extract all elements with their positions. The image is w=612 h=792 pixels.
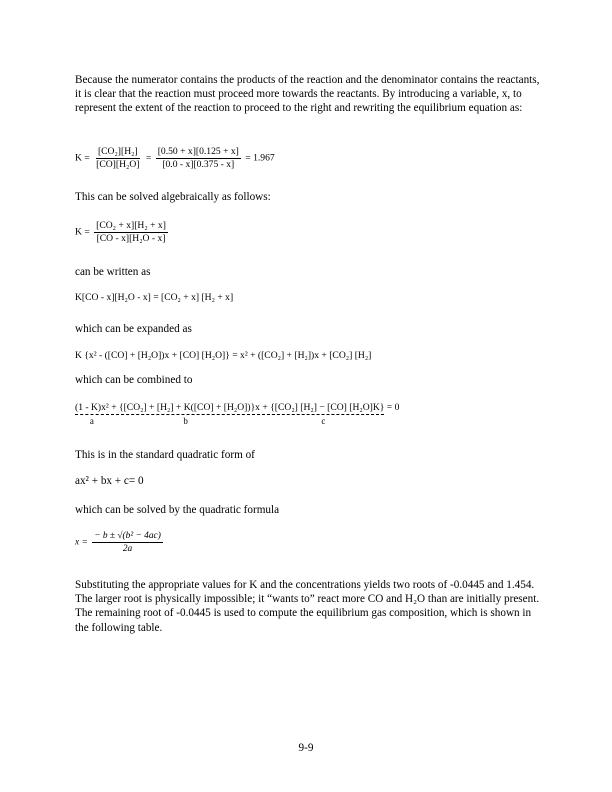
eq1-lhs: K = — [75, 152, 90, 164]
eq1-value: = 1.967 — [245, 152, 275, 164]
paragraph-combined-to: which can be combined to — [75, 374, 193, 386]
label-c: c — [321, 416, 326, 426]
eq1-denominator-numeric: [0.0 - x][0.375 - x] — [162, 159, 235, 170]
paragraph-written-as: can be written as — [75, 266, 151, 278]
equation-expanded: K {x² - ([CO] + [H₂O])x + [CO] [H₂O]} = x² + ([CO₂] + [H₂])x + [CO₂] [H₂] — [75, 350, 372, 361]
eq1-fraction-numeric — [156, 146, 241, 171]
qf-numerator: − b ± √(b² − 4ac) — [94, 531, 161, 541]
page-number: 9-9 — [298, 742, 314, 754]
eq1-numerator: [CO₂][H₂] — [97, 146, 138, 157]
equation-standard-quadratic: ax² + bx + c= 0 — [75, 475, 144, 487]
eq1-fraction-symbolic — [94, 146, 141, 171]
label-a: a — [89, 416, 94, 426]
eq5-end: = 0 — [386, 402, 400, 413]
paragraph-quadratic-formula: which can be solved by the quadratic formula — [75, 504, 280, 516]
paragraph-expanded-as: which can be expanded as — [75, 323, 192, 335]
eq1-denominator: [CO][H₂O] — [96, 159, 140, 170]
term-a — [75, 402, 109, 426]
paragraph-quadratic-form: This is in the standard quadratic form of — [75, 449, 255, 461]
equation-combined — [75, 402, 400, 426]
term-b-expression: + {[CO₂] + [H₂] + K([CO] + [H₂O])}x — [111, 402, 260, 413]
eq2-numerator: [CO₂ + x][H₂ + x] — [96, 220, 166, 231]
label-b: b — [183, 416, 188, 426]
term-b — [111, 402, 260, 426]
qf-denominator: 2a — [122, 544, 133, 554]
term-c — [262, 402, 385, 426]
equation-k-with-x — [75, 220, 170, 245]
equation-quadratic-formula — [75, 530, 165, 555]
term-a-expression: (1 - K)x² — [75, 402, 109, 413]
paragraph-solve-algebraically: This can be solved algebraically as follows: — [75, 191, 271, 203]
paragraph-substituting: Substituting the appropriate values for K and the concentrations yields two roots of -0.0445 and 1.454. The larger root is physically impossible; it “wants to” react more CO and H₂O than are initially present. The remaining root of -0.0445 is used to compute the equilibrium gas composition, which is shown in the following table. — [75, 579, 540, 634]
qf-fraction — [92, 530, 163, 555]
term-c-expression: + {[CO₂] [H₂] − [CO] [H₂O]K} — [262, 402, 385, 413]
eq2-lhs: K = — [75, 226, 90, 238]
eq2-denominator: [CO - x][H₂O - x] — [96, 233, 166, 244]
eq2-fraction — [94, 220, 168, 245]
eq1-numerator-numeric: [0.50 + x][0.125 + x] — [157, 146, 239, 157]
paragraph-intro: Because the numerator contains the products of the reaction and the denominator contains the reactants, it is clear that the reaction must proceed more towards the reactants. By introducing a variable, x, to represent the extent of the reaction to proceed to the right and rewriting the equilibrium equation as: — [75, 74, 540, 115]
equation-equilibrium-constant: K = $\frac{\text{[CO₂][H₂]}}{\text{[CO][H₂O]}}$ = $\frac{[0.50 + x][0.125 + x]}{[0.0 - x][0.375 - x]}$ = 1.967 — [75, 146, 275, 170]
equation-cross-multiplied: K[CO - x][H₂O - x] = [CO₂ + x] [H₂ + x] — [75, 292, 234, 303]
qf-lhs: x = — [75, 537, 88, 548]
